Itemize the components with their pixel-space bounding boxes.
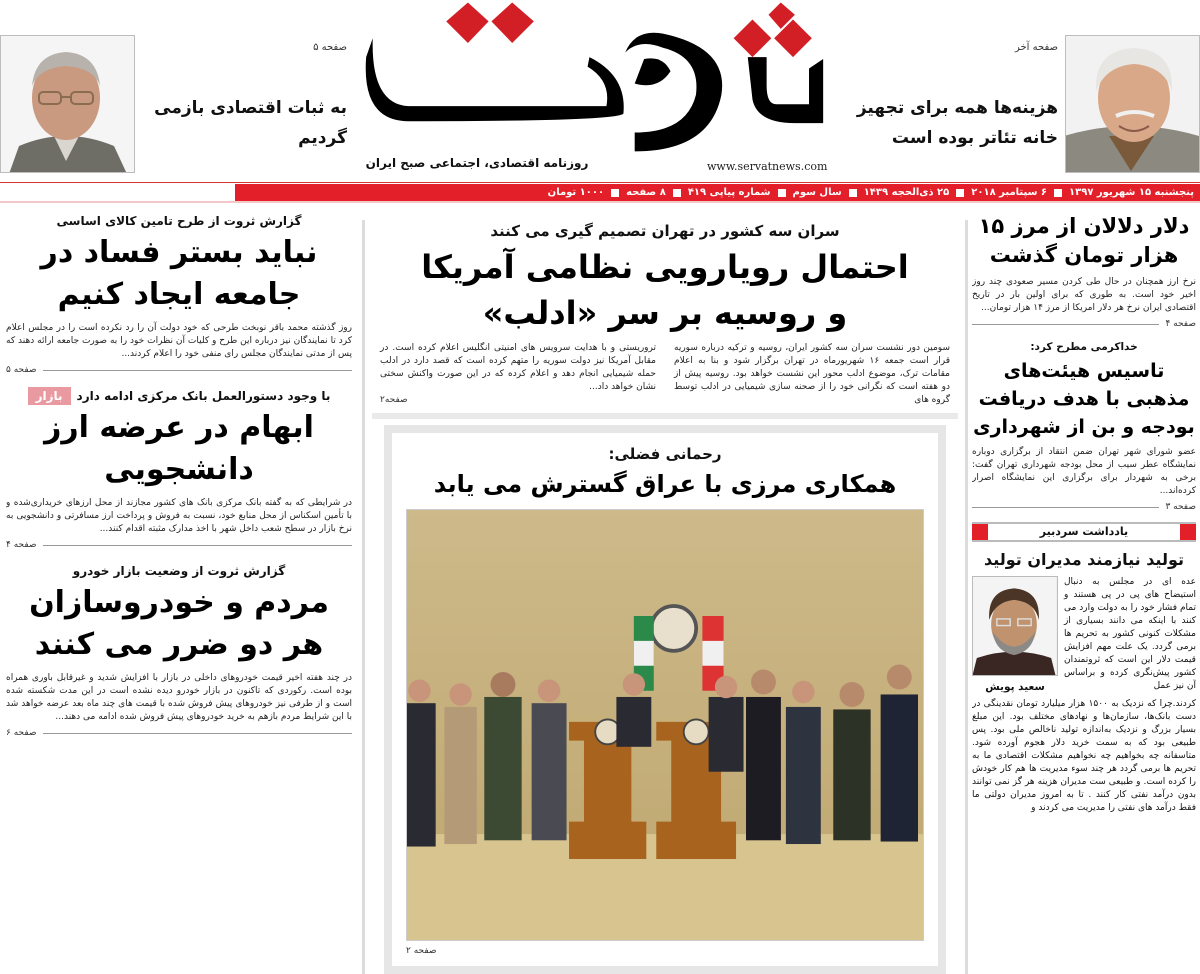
dateline-page-count: ۸ صفحه (626, 187, 666, 198)
dateline-persian-date: پنجشنبه ۱۵ شهریور ۱۳۹۷ (1069, 187, 1194, 198)
editorial-section-label: یادداشت سردبیر (1039, 525, 1129, 538)
square-bullet-icon (1054, 189, 1062, 197)
page-reference[interactable] (6, 364, 352, 377)
author-portrait-icon (972, 577, 1057, 676)
square-bullet-icon (611, 189, 619, 197)
dateline-price: ۱۰۰۰ تومان (547, 187, 605, 198)
square-bullet-icon (956, 189, 964, 197)
page-ref-label: صفحه ۵ (6, 365, 37, 375)
story-kicker: خداکرمی مطرح کرد: (1030, 341, 1138, 353)
lead-headline-line1[interactable]: احتمال رویارویی نظامی آمریکا (421, 248, 909, 286)
website-link[interactable]: www.servatnews.com (707, 160, 828, 173)
masthead-rule (0, 182, 1200, 183)
lead-kicker: سران سه کشور در تهران تصمیم گیری می کنند (490, 222, 840, 240)
press-conference-photo[interactable] (406, 509, 924, 941)
story-kicker: گزارش ثروت از وضعیت بازار خودرو (72, 564, 286, 578)
editorial-body-part1: عده ای در مجلس به دنبال استیضاح های پی در پی هستند و تمام فشار خود را به دولت وارد می کنند با اینکه می دانند بسیاری از مشکلات کنونی کشور به تحریم ها برمی گردد. یک علت مهم افزایش قیمت دلار این است که ثروتمندان کشور پیش‌نگری کرده و براساس آن نیز عمل (1064, 577, 1196, 691)
lead-body-left-wrap (380, 342, 656, 407)
story-headline[interactable]: ابهام در عرضه ارز دانشجویی (44, 410, 314, 487)
page-reference[interactable] (972, 501, 1196, 514)
lead-headline[interactable] (372, 244, 958, 336)
story-corruption[interactable] (6, 212, 352, 377)
editorial-author-name: سعید پویش (985, 681, 1045, 693)
section-divider (372, 413, 958, 419)
editorial-author-block (972, 576, 1058, 695)
story-body: نرخ ارز همچنان در حال طی کردن مسیر صعودی چند روز اخیر خود است. به طوری که برای اولین بار در تاریخ اقتصادی ایران نرخ هر دلار امریکا از مرز ۱۴ هزار تومان... (972, 277, 1196, 313)
middle-column (372, 212, 958, 974)
page-ref-label: صفحه ۶ (6, 728, 37, 738)
lead-body-left: تروریستی و با هدایت سرویس های امنیتی انگلیس اعلام کرده است. در مقابل آمریکا نیز دولت سوریه را متهم کرده است که قصد دارد در ادلب حمله شیمیایی انجام دهد و اعلام کرده که در این صورت واکنش سختی نشان خواهد داد... (380, 343, 656, 392)
right-column (972, 212, 1196, 974)
square-bullet-icon (849, 189, 857, 197)
story-kicker: با وجود دستورالعمل بانک مرکزی ادامه دارد (76, 389, 331, 403)
story-student-currency[interactable] (6, 387, 352, 552)
lead-headline-line2[interactable]: و روسیه بر سر «ادلب» (482, 294, 848, 332)
teaser-right[interactable] (853, 42, 1058, 153)
author-photo (972, 576, 1058, 676)
story-kicker: گزارش ثروت از طرح تامین کالای اساسی (56, 214, 302, 228)
feature-kicker: رحمانی فضلی: (608, 445, 722, 463)
editorial-section-bar (972, 522, 1196, 542)
portrait-photo-right[interactable] (1065, 35, 1200, 173)
divider-line (43, 733, 352, 734)
square-bullet-icon (673, 189, 681, 197)
teaser-right-title[interactable]: هزینه‌ها همه برای تجهیز خانه تئاتر بوده است (856, 98, 1058, 148)
tagline: روزنامه اقتصادی، اجتماعی صبح ایران (365, 156, 589, 170)
divider-line (43, 545, 352, 546)
divider-line (43, 370, 352, 371)
feature-box (384, 425, 946, 974)
story-headline[interactable]: دلار دلالان از مرز ۱۵ هزار تومان گذشت (978, 214, 1190, 267)
page-ref-label: صفحه ۳ (1165, 502, 1196, 512)
lead-body (372, 342, 958, 407)
story-body: در شرایطی که به گفته بانک مرکزی بانک های کشور مجازند از محل ارزهای خریداری‌شده و با تأمین اسکناس از محل منابع خود، نسبت به فروش و پرداخت ارز مسافرتی و دانشجویی به نرخ بازار در سطح شعب داخل شهر با اخذ مدارک مثبته اقدام کنند... (6, 498, 352, 534)
teaser-left-page-ref: صفحه ۵ (313, 42, 347, 53)
column-divider (362, 220, 365, 974)
page-ref-label: صفحه ۴ (1165, 319, 1196, 329)
editorial-body-part2: کردند.چرا که نزدیک به ۱۵۰۰ هزار میلیارد تومان نقدینگی در دست بانک‌ها، سازمان‌ها و نهادهای مختلف بود. این مبلغ بسیار بزرگ و نزدیک به‌اندازه تولید ناخالص ملی بود. پس طبیعی بود که به سمت خرید دلار هجوم آورده شود. متاسفانه چه بخواهیم چه نخواهیم مشکلات اقتصادی ما به تحریم ها برمی گردد هر چند سوء مدیریت ها هم کار خودش را کرده است. و طبیعی ست مدیران هزینه هر گز نمی توانند بدون درآمد نفتی کار کنند . تا به امروز مدیران دولتی ما فقط درآمد های نفتی را مدیریت می کردند و (972, 699, 1196, 813)
story-kicker-row (6, 387, 352, 405)
page-reference[interactable] (972, 318, 1196, 331)
masthead (0, 0, 1200, 182)
story-dollar-rate[interactable] (972, 212, 1196, 331)
dateline-hijri-date: ۲۵ ذی‌الحجه ۱۴۳۹ (863, 187, 950, 198)
dateline-bar (235, 184, 1200, 201)
feature-page-ref[interactable]: صفحه ۲ (406, 946, 437, 956)
editorial-row (972, 576, 1196, 695)
lead-page-ref[interactable]: صفحه۲ (380, 395, 408, 405)
man-portrait-icon (0, 36, 134, 173)
servat-logo-icon (352, 0, 842, 152)
story-body: در چند هفته اخیر قیمت خودروهای داخلی در بازار با افزایش شدید و غیرقابل باوری همراه بوده است. رکوردی که تاکنون در بازار خودرو دیده نشده است در این مدت شکسته شده است و از طرفی نیز خودروهای پیش فروش شده با قیمت های چند ماه بعد عرضه خواهد شد با این شرایط مردم بازهم به خرید خودروهای پیش فروش شده ادامه می دهند... (6, 673, 352, 722)
dateline-underline (0, 201, 1200, 203)
dateline-year: سال سوم (792, 187, 842, 198)
dateline-issue-number: شماره پیاپی ۴۱۹ (687, 187, 771, 198)
page-ref-label: صفحه ۴ (6, 540, 37, 550)
square-bullet-icon (778, 189, 786, 197)
lead-body-right: سومین دور نشست سران سه کشور ایران، روسیه و ترکیه درباره سوریه قرار است جمعه ۱۶ شهریورماه در تهران برگزار شود و بنا به اعلام مقامات ترک، موضوع ادلب محور این نشست خواهد بود. روسیه پیش از دو هفته است که نگرانی خود را از صحنه سازی شیمیایی در ادلب توسط گروه های (674, 343, 950, 405)
feature-box-inner (392, 433, 938, 966)
newspaper-logo[interactable] (352, 0, 842, 180)
left-column (6, 212, 352, 974)
story-body: روز گذشته محمد باقر نوبخت طرحی که خود دولت آن را رد نکرده است را در مجلس اعلام کرد تا نمایندگان نیز درباره این طرح و کلیات آن نظرات خود را به صورت جامعه ارائه دهند که پس از مدتی نمایندگان مجلس رای منفی خود را اعلام کردند... (6, 323, 352, 359)
story-body: عضو شورای شهر تهران ضمن انتقاد از برگزاری دوباره نمایشگاه عطر سیب از محل بودجه شهرداری تهران گفت: برخی به شهردار برای برگزاری این نمایشگاه اصرار کرده‌اند... (972, 447, 1196, 496)
press-conference-image-icon (407, 510, 923, 940)
column-divider (965, 220, 968, 974)
divider-line (972, 324, 1159, 325)
editorial-title[interactable]: تولید نیازمند مدیران تولید (983, 550, 1185, 569)
story-headline[interactable]: مردم و خودروسازان هر دو ضرر می کنند (29, 585, 329, 662)
man-portrait-icon (1065, 36, 1199, 173)
teaser-left-title[interactable]: به ثبات اقتصادی بازمی گردیم (154, 98, 347, 148)
feature-headline[interactable]: همکاری مرزی با عراق گسترش می یابد (433, 470, 897, 498)
story-car-market[interactable] (6, 562, 352, 740)
teaser-right-page-ref: صفحه آخر (1014, 42, 1058, 53)
story-headline[interactable]: تاسیس هیئت‌های مذهبی با هدف دریافت بودجه و بن از شهرداری (973, 360, 1195, 438)
story-religious-committees[interactable] (972, 339, 1196, 514)
page-reference[interactable] (6, 727, 352, 740)
teaser-left[interactable] (142, 42, 347, 153)
dateline-gregorian-date: ۶ سپتامبر ۲۰۱۸ (971, 187, 1048, 198)
divider-line (972, 507, 1159, 508)
market-section-badge: بازار (28, 387, 71, 405)
story-headline[interactable]: نباید بستر فساد در جامعه ایجاد کنیم (40, 235, 318, 312)
portrait-photo-left[interactable] (0, 35, 135, 173)
page-reference[interactable] (6, 539, 352, 552)
